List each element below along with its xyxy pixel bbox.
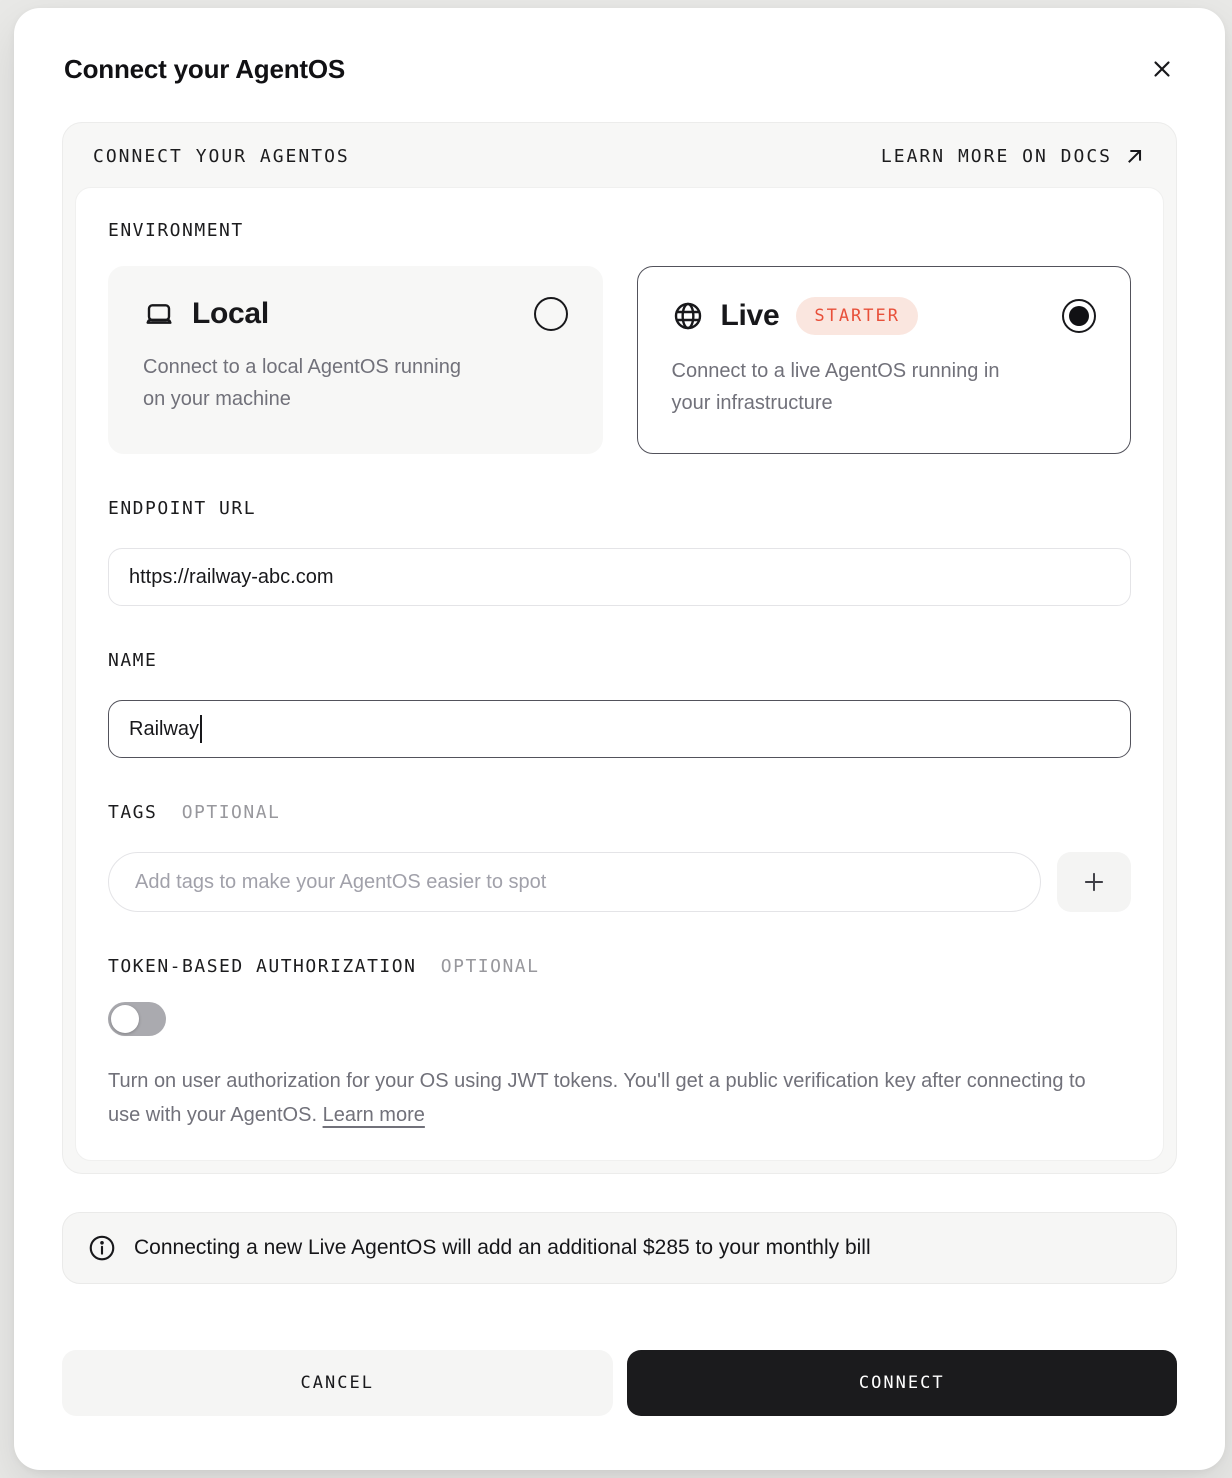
modal-header [14,52,1225,86]
token-auth-label-row [108,956,1131,978]
toggle-knob [111,1005,139,1033]
token-auth-toggle[interactable] [108,1002,166,1036]
connect-card [62,122,1177,1174]
name-input[interactable] [108,700,1131,758]
connect-button[interactable]: CONNECT [627,1350,1178,1416]
live-option-description: Connect to a live AgentOS running in your infrastructure [671,360,1000,414]
name-input-value: Railway [129,717,200,740]
name-label: NAME [108,650,158,671]
environment-option-local[interactable] [108,266,603,454]
tags-input[interactable] [108,852,1041,912]
endpoint-url-input[interactable] [108,548,1131,606]
plus-icon [1081,869,1107,895]
token-auth-label: TOKEN-BASED AUTHORIZATION [108,956,417,977]
local-option-description: Connect to a local AgentOS running on your machine [143,356,461,410]
billing-banner-text: Connecting a new Live AgentOS will add an additional $285 to your monthly bill [134,1236,871,1259]
local-option-header [143,297,568,331]
endpoint-url-label: ENDPOINT URL [108,498,257,519]
close-icon [1149,56,1175,82]
environment-options [108,266,1131,454]
docs-link[interactable] [881,145,1146,167]
cancel-button[interactable]: CANCEL [62,1350,613,1416]
tags-optional-label: OPTIONAL [181,802,281,823]
live-option-header [672,297,1097,335]
connect-agentos-modal [14,8,1225,1470]
environment-option-live[interactable] [637,266,1132,454]
add-tag-button[interactable] [1057,852,1131,912]
learn-more-link[interactable]: Learn more [322,1104,425,1126]
arrow-up-right-icon [1124,145,1146,167]
card-header [63,123,1176,187]
billing-banner [62,1212,1177,1284]
info-icon [87,1233,117,1263]
live-radio[interactable] [1062,299,1096,333]
tags-row [108,852,1131,912]
token-auth-helper-text: Turn on user authorization for your OS using JWT tokens. You'll get a public verification key after connecting to use with your AgentOS. [108,1070,1086,1126]
globe-icon [672,300,704,332]
close-button[interactable] [1145,52,1179,86]
local-option-title: Local [192,297,269,330]
card-title: CONNECT YOUR AGENTOS [93,145,350,167]
text-cursor [200,715,202,743]
tags-label-row [108,802,1131,824]
token-auth-helper [108,1064,1118,1132]
environment-label: ENVIRONMENT [108,220,244,241]
modal-footer [62,1350,1177,1416]
laptop-icon [143,298,175,330]
starter-badge: STARTER [796,297,918,335]
form-panel [75,187,1164,1161]
live-option-title: Live [720,299,780,332]
modal-title: Connect your AgentOS [64,53,346,84]
tags-label: TAGS [108,802,158,823]
docs-link-label: LEARN MORE ON DOCS [880,145,1112,167]
local-radio[interactable] [534,297,568,331]
token-auth-optional-label: OPTIONAL [440,956,540,977]
